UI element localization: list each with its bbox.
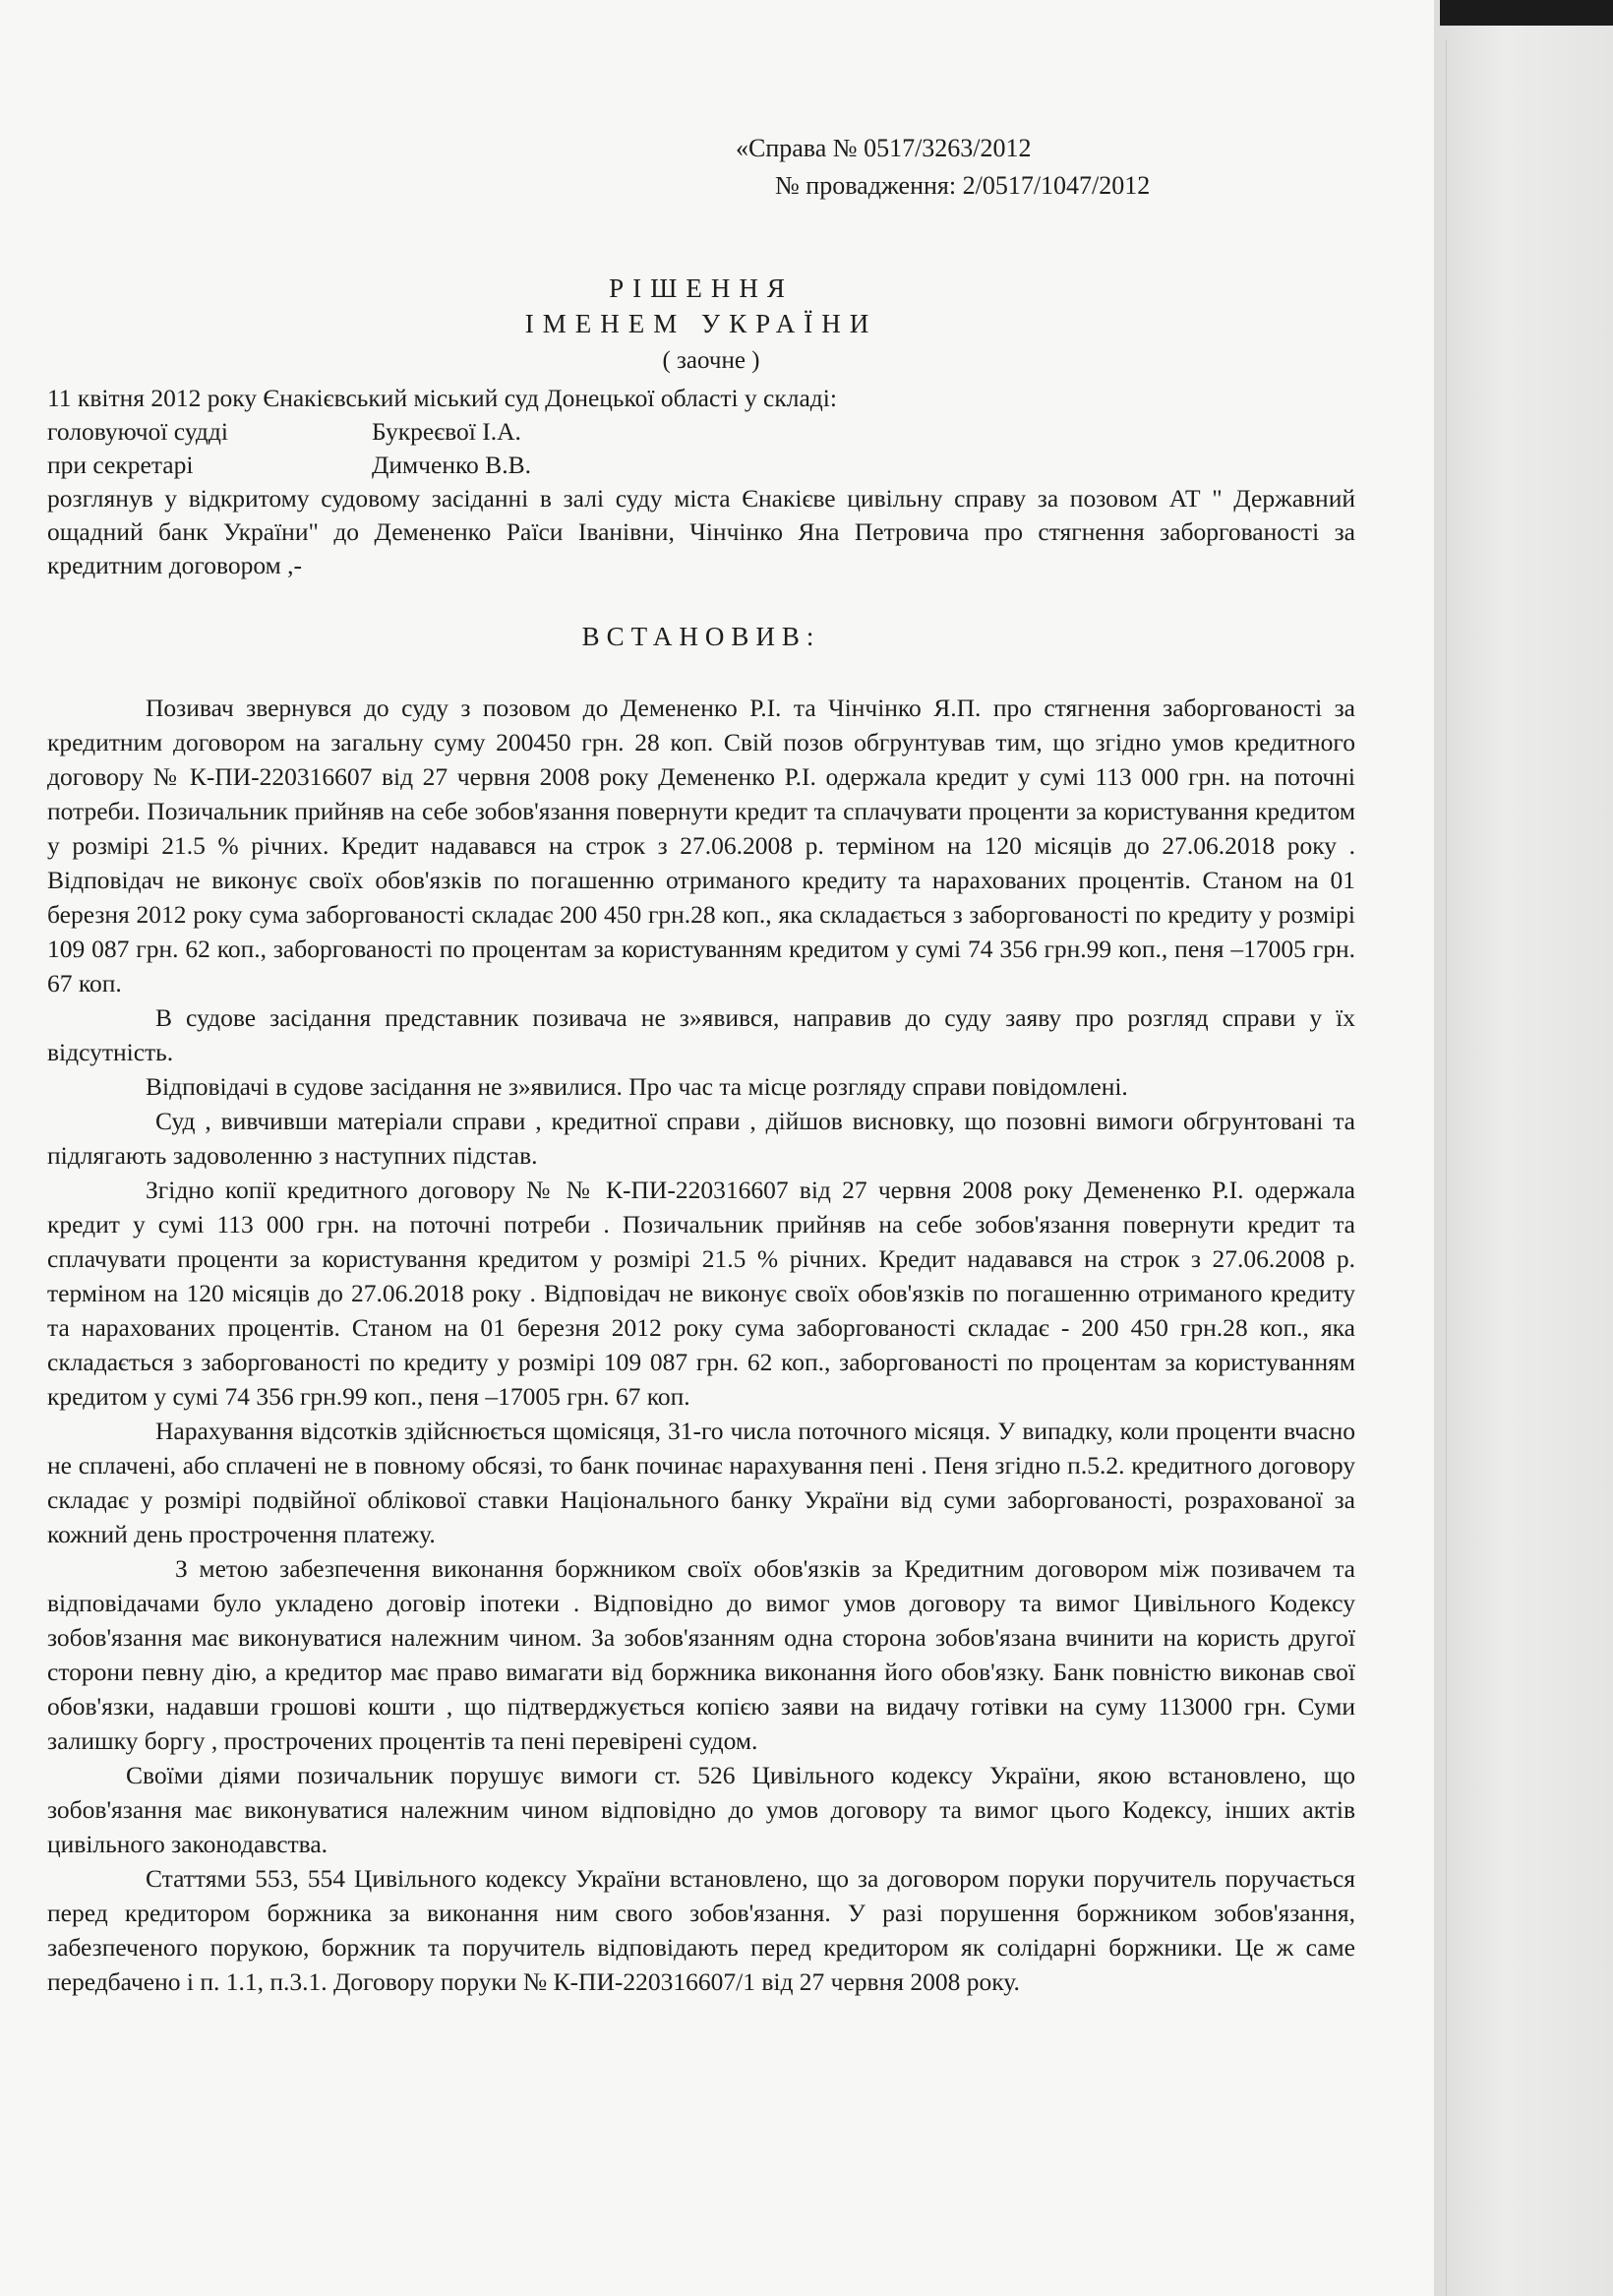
scan-corner-shadow (1440, 0, 1613, 26)
document-subtitle: ІМЕНЕМ УКРАЇНИ (524, 309, 878, 338)
paragraph-claim: Позивач звернувся до суду з позовом до Демененко Р.І. та Чінчінко Я.П. про стягнення заборгованості за кредитним договором на загальну суму 200450 грн. 28 коп. Свій позов обгрунтував тим, що згідно умов кредитного договору № К-ПИ-220316607 від 27 червня 2008 року Демененко Р.І. одержала кредит у сумі 113 000 грн. на поточні потреби. Позичальник прийняв на себе зобов'язання повернути кредит та сплачувати проценти за користування кредитом у розмірі 21.5 % річних. Кредит надавався на строк з 27.06.2008 р. терміном на 120 місяців до 27.06.2018 року . Відповідач не виконує своїх обов'язків по погашенню отриманого кредиту та нарахованих процентів. Станом на 01 березня 2012 року сума заборгованості складає 200 450 грн.28 коп., яка складається з заборгованості по кредиту у розмірі 109 087 грн. 62 коп., заборгованості по процентам за користуванням кредитом у сумі 74 356 грн.99 коп., пеня –17005 грн. 67 коп. (47, 694, 1355, 997)
underlying-page-edge (1434, 0, 1613, 2296)
judge-row (47, 415, 1355, 449)
proceeding-number: № провадження: 2/0517/1047/2012 (775, 171, 1151, 200)
document-title: РІШЕННЯ (609, 273, 794, 303)
judge-label: головуючої судді (47, 417, 228, 446)
paragraph-article-526: Своїми діями позичальник порушує вимоги ст. 526 Цивільного кодексу України, якою встановлено, що зобов'язання має виконуватися належним чином відповідно до умов договору та вимог цього Кодексу, інших актів цивільного законодавства. (47, 1761, 1355, 1858)
paragraph-defendants-absent: Відповідачі в судове засідання не з»явилися. Про час та місце розгляду справи повідомлені. (146, 1072, 1128, 1101)
paragraph-articles-553-554: Статтями 553, 554 Цивільного кодексу України встановлено, що за договором поруки поручитель поручається перед кредитором боржника за виконання ним свого зобов'язання. У разі порушення боржником зобов'язання, забезпеченого порукою, боржник та поручитель відповідають перед кредитором як солідарні боржники. Це ж саме передбачено і п. 1.1, п.3.1. Договору поруки № К-ПИ-220316607/1 від 27 червня 2008 року. (47, 1864, 1355, 1996)
paragraph-court-conclusion: Суд , вивчивши матеріали справи , кредитної справи , дійшов висновку, що позовні вимоги обгрунтовані та підлягають задоволенню з наступних підстав. (47, 1107, 1355, 1170)
page-edge-line (1446, 39, 1447, 2296)
form-note: ( заочне ) (662, 347, 760, 374)
secretary-label: при секретарі (47, 451, 194, 479)
established-heading: ВСТАНОВИВ: (581, 622, 821, 651)
court-line: 11 квітня 2012 року Єнакієвський міський суд Донецької області у складі: (47, 384, 837, 412)
paragraph-mortgage: З метою забезпечення виконання боржником своїх обов'язків за Кредитним договором між позивачем та відповідачами було укладено договір іпотеки . Відповідно до вимог умов договору та вимог Цивільного Кодексу зобов'язання має виконуватися належним чином. За зобов'язанням одна сторона зобов'язана вчинити на користь другої сторони певну дію, а кредитор має право вимагати від боржника виконання його обов'язку. Банк повністю виконав свої обов'язки, надавши грошові кошти , що підтверджується копією заяви на видачу готівки на суму 113000 грн. Суми залишку боргу , прострочених процентів та пені перевірені судом. (47, 1554, 1355, 1755)
paragraph-plaintiff-absent: В судове засідання представник позивача не з»явився, направив до суду заяву про розгляд справи у їх відсутність. (47, 1003, 1355, 1066)
paragraph-interest-accrual: Нарахування відсотків здійснюється щомісяця, 31-го числа поточного місяця. У випадку, коли проценти вчасно не сплачені, або сплачені не в повному обсязі, то банк починає нарахування пені . Пеня згідно п.5.2. кредитного договору складає у розмірі подвійної облікової ставки Національного банку України від суми заборгованості, розрахованої за кожний день прострочення платежу. (47, 1417, 1355, 1548)
secretary-name: Димченко В.В. (372, 451, 531, 479)
body-text (47, 691, 1355, 1999)
judge-name: Букреєвої І.А. (372, 417, 521, 446)
intro-paragraph: розглянув у відкритому судовому засіданні в залі суду міста Єнакієве цивільну справу за позовом АТ " Державний ощадний банк України" до Демененко Раїси Іванівни, Чінчінко Яна Петровича про стягнення заборгованості за кредитним договором ,- (47, 484, 1355, 579)
case-number: «Справа № 0517/3263/2012 (736, 134, 1032, 162)
court-composition (47, 382, 1355, 582)
secretary-row (47, 449, 1355, 482)
paragraph-credit-agreement: Згідно копії кредитного договору № № К-ПИ-220316607 від 27 червня 2008 року Демененко Р.І. одержала кредит у сумі 113 000 грн. на поточні потреби . Позичальник прийняв на себе зобов'язання повернути кредит та сплачувати проценти за користування кредитом у розмірі 21.5 % річних. Кредит надавався на строк з 27.06.2008 р. терміном на 120 місяців до 27.06.2018 року . Відповідач не виконує своїх обов'язків по погашенню отриманого кредиту та нарахованих процентів. Станом на 01 березня 2012 року сума заборгованості складає - 200 450 грн.28 коп., яка складається з заборгованості по кредиту у розмірі 109 087 грн. 62 коп., заборгованості по процентам за користуванням кредитом у сумі 74 356 грн.99 коп., пеня –17005 грн. 67 коп. (47, 1176, 1355, 1411)
